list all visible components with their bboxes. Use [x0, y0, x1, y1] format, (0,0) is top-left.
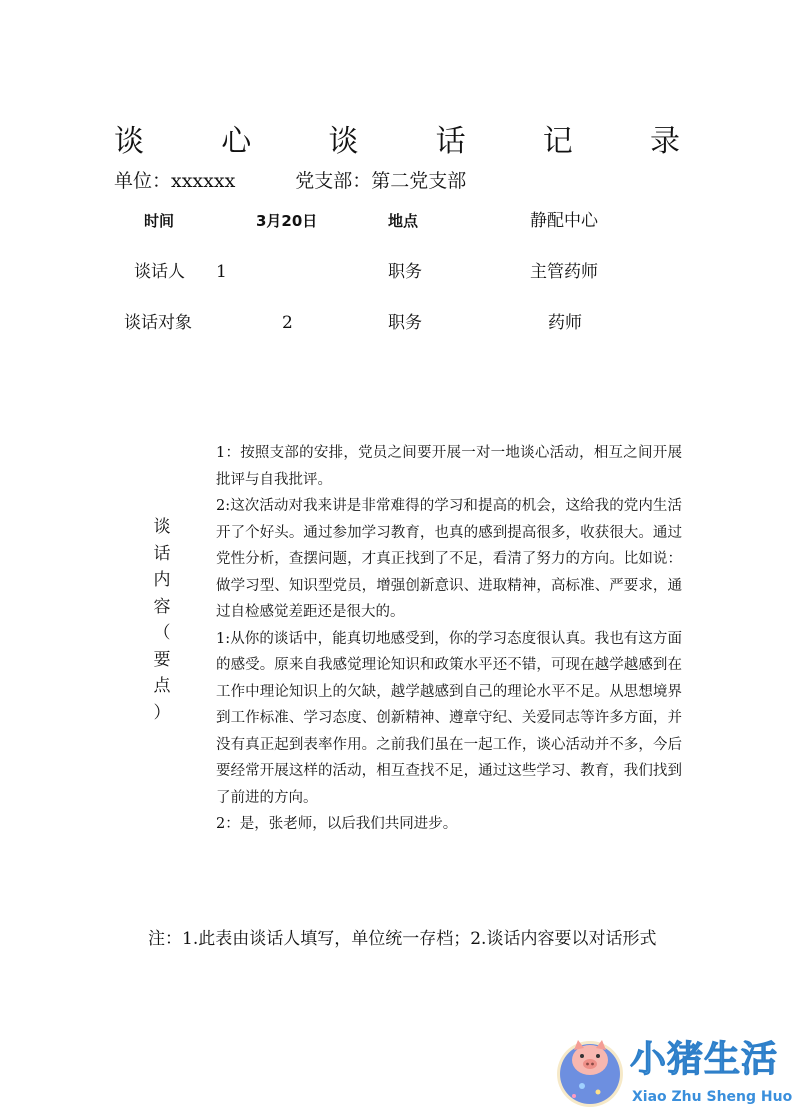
talker-value: 1	[216, 262, 227, 282]
paragraph: 1：按照支部的安排，党员之间要开展一对一地谈心活动，相互之间开展批评与自我批评。	[216, 445, 682, 488]
place-value: 静配中心	[530, 211, 598, 231]
title-char: 心	[221, 124, 252, 159]
paragraph: 2：是，张老师，以后我们共同进步。	[216, 816, 458, 832]
info-row-time	[0, 208, 792, 234]
unit-text: 单位：xxxxxx	[114, 170, 236, 192]
talker-label: 谈话人	[134, 262, 185, 282]
target-post-value: 药师	[548, 313, 582, 333]
label-char: 容	[153, 596, 171, 617]
watermark-title: 小猪生活	[630, 1039, 779, 1080]
time-value: 3月20日	[256, 212, 318, 230]
label-char: ）	[153, 702, 171, 723]
meta-line	[114, 168, 466, 194]
paragraph: 1:从你的谈话中，能真切地感受到，你的学习态度很认真。我也有这方面的感受。原来自我感觉理论知识和政策水平还不错，可现在越学越感到在工作中理论知识上的欠缺，越学越感到自己的理论水平不足。从思想境界到工作标准、学习态度、创新精神、遵章守纪、关爱同志等许多方面，并没有真正起到表率作用。之前我们虽在一起工作，谈心活动并不多，今后要经常开展这样的活动，相互查找不足，通过这些学习、教育，我们找到了前进的方向。	[216, 630, 682, 806]
label-char: 要	[153, 649, 171, 670]
branch-text: 党支部：第二党支部	[295, 170, 467, 192]
conversation-content	[216, 440, 682, 838]
label-char: 话	[153, 543, 171, 564]
title-char: 话	[435, 124, 466, 159]
place-label: 地点	[388, 212, 419, 230]
talker-post-value: 主管药师	[530, 262, 598, 282]
title-char: 记	[542, 124, 573, 159]
title-char: 谈	[328, 124, 359, 159]
target-post-label: 职务	[388, 313, 422, 333]
pig-mascot-icon	[554, 1034, 626, 1110]
watermark-logo	[552, 1030, 792, 1114]
info-row-target	[0, 310, 792, 336]
title-char: 谈	[114, 124, 144, 159]
content-label	[150, 514, 174, 726]
watermark-subtitle: Xiao Zhu Sheng Huo	[632, 1089, 792, 1105]
label-char: 内	[153, 570, 171, 590]
title-char: 录	[649, 124, 680, 159]
time-label: 时间	[144, 212, 175, 230]
label-char: （	[153, 623, 171, 643]
info-row-talker	[0, 259, 792, 285]
paragraph: 2:这次活动对我来讲是非常难得的学习和提高的机会，这给我的党内生活开了个好头。通过参加学习教育，也真的感到提高很多，收获很大。通过党性分析，查摆问题，才真正找到了不足，看清了努力的方向。比如说：做学习型、知识型党员，增强创新意识、进取精神，高标准、严要求，通过自检感觉差距还是很大的。	[216, 498, 682, 620]
document-title	[114, 122, 680, 162]
target-value: 2	[282, 313, 293, 333]
label-char: 谈	[153, 517, 171, 537]
label-char: 点	[153, 676, 171, 696]
target-label: 谈话对象	[124, 313, 192, 333]
talker-post-label: 职务	[388, 262, 422, 282]
footnote: 注：1.此表由谈话人填写，单位统一存档；2.谈话内容要以对话形式	[148, 929, 657, 949]
